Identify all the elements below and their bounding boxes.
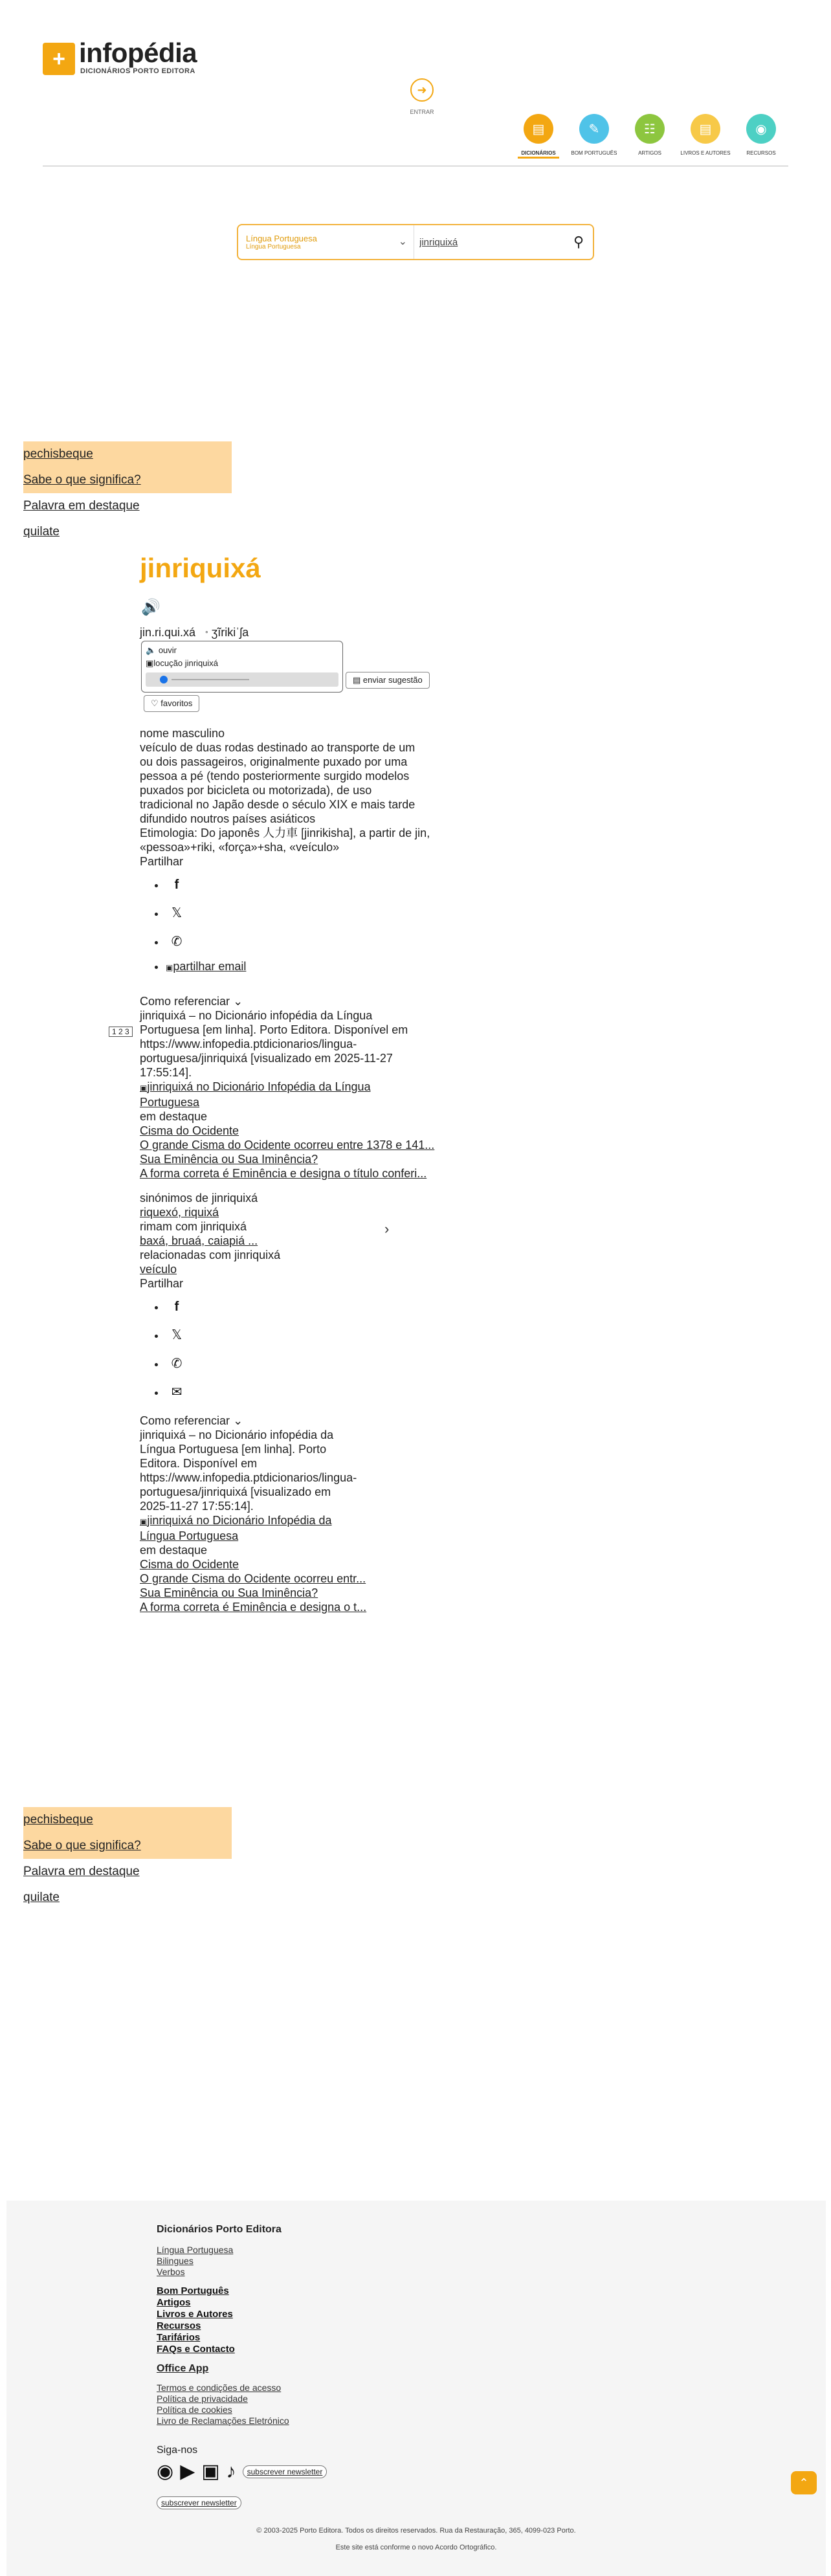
featured-link[interactable]: A forma correta é Eminência e designa o título conferi... <box>140 1167 427 1180</box>
language-select-label: Língua Portuguesa <box>246 234 317 243</box>
footer-legal-link[interactable]: Termos e condições de acesso <box>157 2382 282 2393</box>
featured-link[interactable]: A forma correta é Eminência e designa o t... <box>140 1601 367 1614</box>
pagination-mini[interactable]: 1 2 3 <box>109 1027 133 1037</box>
footer-links <box>157 2224 327 2509</box>
audio-player <box>141 641 343 693</box>
chevron-down-icon: ⌄ <box>398 236 407 247</box>
heart-icon: ♡ <box>151 698 159 708</box>
broken-image-icon: ▣ <box>140 1517 148 1526</box>
newsletter-button[interactable]: subscrever newsletter <box>157 2496 241 2509</box>
footer-link[interactable]: FAQs e Contacto <box>157 2344 235 2355</box>
related-label: relacionadas com jinriquixá <box>140 1249 281 1261</box>
chevron-down-icon: ⌄ <box>233 995 243 1008</box>
grammar-class: nome masculino <box>140 727 225 740</box>
sidebar-top <box>23 441 232 545</box>
sidebar-link-quilate[interactable]: quilate <box>23 525 60 539</box>
nav-livros-autores[interactable] <box>673 114 738 156</box>
facebook-icon[interactable]: f <box>166 1296 188 1318</box>
audio-label[interactable]: ouvir <box>158 645 177 655</box>
footer-link[interactable]: Bom Português <box>157 2285 229 2296</box>
x-icon[interactable]: 𝕏 <box>166 902 188 924</box>
send-suggestion-label: enviar sugestão <box>362 675 423 685</box>
broken-image-icon: ▣ <box>166 963 173 972</box>
broken-image-icon: ▣ <box>140 1083 148 1093</box>
audio-seek-bar[interactable] <box>146 672 338 687</box>
cite-label[interactable]: Como referenciar <box>140 995 230 1008</box>
tiktok-icon[interactable]: ♪ <box>226 2460 236 2482</box>
volume-icon: 🔈 <box>146 645 157 655</box>
share-email-link[interactable]: partilhar email <box>173 960 247 973</box>
sidebar-link-sabe-significa[interactable]: Sabe o que significa? <box>23 1839 141 1852</box>
broken-image-icon: ▣ <box>146 658 154 668</box>
audio-track <box>172 679 249 680</box>
footer-legal-link[interactable]: Política de privacidade <box>157 2393 248 2404</box>
featured-link[interactable]: Sua Eminência ou Sua Iminência? <box>140 1586 318 1599</box>
footer-link[interactable]: Recursos <box>157 2320 201 2331</box>
login-label[interactable]: ENTRAR <box>410 109 434 115</box>
cite-toggle[interactable] <box>140 1414 476 1428</box>
featured-list <box>140 1557 476 1614</box>
footer-office-app[interactable]: Office App <box>157 2363 209 2374</box>
nav-label: ARTIGOS <box>638 150 661 156</box>
globe-icon: ◉ <box>746 114 776 144</box>
rhymes-links[interactable]: baxá, bruaá, caiapiá ... <box>140 1234 258 1247</box>
pronunciation: jin.ri.qui.xá ° ʒĩrikiˈʃa <box>140 626 249 639</box>
share-list <box>140 874 476 988</box>
nav-recursos[interactable] <box>729 114 793 156</box>
sidebar-bottom <box>23 1807 232 1911</box>
search-icon[interactable]: ⚲ <box>573 234 584 250</box>
suggestion-icon: ▤ <box>353 675 361 685</box>
language-select-sublabel: Língua Portuguesa <box>246 243 301 250</box>
favorites-label: favoritos <box>161 698 193 708</box>
instagram-icon[interactable]: ▣ <box>201 2461 220 2482</box>
sidebar-link-palavra-destaque[interactable]: Palavra em destaque <box>23 499 140 513</box>
citation-image[interactable]: ▣jinriquixá no Dicionário Infopédia da Língua Portuguesa <box>140 1514 332 1542</box>
share-label: Partilhar <box>140 1277 184 1290</box>
footer-legal-link[interactable]: Política de cookies <box>157 2404 232 2415</box>
nav-active-indicator <box>518 157 559 159</box>
syllables: jin.ri.qui.xá <box>140 626 196 639</box>
share-list <box>140 1296 476 1410</box>
phonetic: ʒĩrikiˈʃa <box>211 626 249 639</box>
whatsapp-icon[interactable]: ✆ <box>166 931 188 953</box>
logo-icon[interactable]: + <box>43 43 75 75</box>
sidebar-link-quilate[interactable]: quilate <box>23 1891 60 1904</box>
youtube-icon[interactable]: ▶ <box>180 2461 195 2482</box>
entry-body <box>140 726 476 1614</box>
search-input[interactable] <box>414 237 564 248</box>
footer-legal-link[interactable]: Livro de Reclamações Eletrónico <box>157 2415 289 2426</box>
nav-label: RECURSOS <box>746 150 776 156</box>
footer-social <box>157 2460 327 2483</box>
email-icon[interactable]: ✉ <box>166 1381 188 1403</box>
citation-text: jinriquixá – no Dicionário infopédia da Língua Portuguesa [em linha]. Porto Editora. Disponível em https://www.infopedia.ptdicionarios/lingua- portuguesa/jinriquixá [visualizado em 2025-11-27 17:55:14]. <box>140 1009 408 1079</box>
footer-dicts-title: Dicionários Porto Editora <box>157 2224 282 2235</box>
nav-label: BOM PORTUGUÊS <box>571 150 617 156</box>
newsletter-button[interactable]: subscrever newsletter <box>243 2465 327 2478</box>
x-icon[interactable]: 𝕏 <box>166 1324 188 1346</box>
footer-link[interactable]: Tarifários <box>157 2332 201 2343</box>
books-icon: ▤ <box>691 114 720 144</box>
chevron-right-icon[interactable]: › <box>384 1221 390 1237</box>
featured-label: em destaque <box>140 1110 208 1123</box>
footer-link[interactable]: Livros e Autores <box>157 2309 233 2320</box>
synonyms-links[interactable]: riquexó, riquixá <box>140 1206 219 1219</box>
featured-link[interactable]: Sua Eminência ou Sua Iminência? <box>140 1153 318 1166</box>
rhymes-label: rimam com jinriquixá <box>140 1220 247 1233</box>
featured-link[interactable]: Cisma do Ocidente <box>140 1558 239 1571</box>
citation-text: jinriquixá – no Dicionário infopédia da Língua Portuguesa [em linha]. Porto Editora. Disponível em https://www.infopedia.ptdicionarios/lingua- portuguesa/jinriquixá [visualizado em 2025-11-27 17:55:14]. <box>140 1428 357 1513</box>
nav-label: LIVROS E AUTORES <box>680 150 731 156</box>
featured-link[interactable]: O grande Cisma do Ocidente ocorreu entr... <box>140 1572 366 1585</box>
cite-toggle[interactable] <box>140 994 476 1008</box>
sidebar-link-palavra-destaque[interactable]: Palavra em destaque <box>23 1865 140 1878</box>
logo-subtitle: DICIONÁRIOS PORTO EDITORA <box>80 67 195 75</box>
citation-image[interactable]: ▣jinriquixá no Dicionário Infopédia da Língua Portuguesa <box>140 1080 371 1109</box>
etymology: Etimologia: Do japonês 人力車 [jinrikisha], a partir de jin, «pessoa»+riki, «força»+sha, «veículo» <box>140 827 430 854</box>
nav-label: DICIONÁRIOS <box>521 150 556 156</box>
book-icon: ▤ <box>524 114 553 144</box>
footer-link[interactable]: Artigos <box>157 2297 191 2308</box>
sidebar-link-pechisbeque[interactable]: pechisbeque <box>23 447 93 461</box>
entry-title: jinriquixá <box>140 553 261 583</box>
footer <box>6 2201 826 2576</box>
send-suggestion-button[interactable] <box>346 672 430 689</box>
footer-agreement: Este site está conforme o novo Acordo Ortográfico. <box>335 2544 497 2551</box>
facebook-icon[interactable]: f <box>166 874 188 896</box>
synonyms-label: sinónimos de jinriquixá <box>140 1192 258 1205</box>
featured-link[interactable]: O grande Cisma do Ocidente ocorreu entre 1378 e 141... <box>140 1138 435 1151</box>
nav-artigos[interactable] <box>617 114 682 156</box>
featured-list <box>140 1124 476 1181</box>
document-icon: ☷ <box>635 114 665 144</box>
chevron-down-icon: ⌄ <box>233 1414 243 1427</box>
back-to-top-icon[interactable]: ⌃ <box>791 2471 817 2494</box>
related-link[interactable]: veículo <box>140 1263 177 1276</box>
featured-link[interactable]: Cisma do Ocidente <box>140 1124 239 1137</box>
login-icon[interactable]: ➜ <box>410 78 434 102</box>
facebook-icon[interactable]: ◉ <box>157 2461 174 2482</box>
featured-label: em destaque <box>140 1544 208 1557</box>
whatsapp-icon[interactable]: ✆ <box>166 1353 188 1375</box>
footer-link[interactable]: Bilingues <box>157 2256 194 2266</box>
audio-seek-handle[interactable] <box>160 676 168 683</box>
footer-follow: Siga-nos <box>157 2445 198 2456</box>
nav-bom-portugues[interactable] <box>562 114 626 156</box>
logo-text[interactable]: infopédia <box>79 38 197 68</box>
nav-dicionarios[interactable] <box>506 114 571 156</box>
footer-link[interactable]: Verbos <box>157 2267 185 2277</box>
favorites-button[interactable] <box>144 695 199 712</box>
language-select[interactable] <box>238 225 414 259</box>
footer-link[interactable]: Língua Portuguesa <box>157 2245 234 2255</box>
share-label: Partilhar <box>140 855 184 868</box>
sidebar-link-pechisbeque[interactable]: pechisbeque <box>23 1813 93 1827</box>
search-bar <box>237 224 594 260</box>
cite-label[interactable]: Como referenciar <box>140 1414 230 1427</box>
pen-icon: ✎ <box>579 114 609 144</box>
speaker-icon[interactable]: 🔊 <box>141 599 161 616</box>
audio-alt: locução jinriquixá <box>153 658 219 668</box>
sidebar-link-sabe-significa[interactable]: Sabe o que significa? <box>23 473 141 487</box>
definition: veículo de duas rodas destinado ao transporte de um ou dois passageiros, originalmente puxado por uma pessoa a pé (tendo posteriormente surgido modelos puxados por bicicleta ou motorizada), de uso tradicional no Japão desde o século XIX e mais tarde difundido noutros países asiáticos <box>140 741 416 825</box>
footer-copyright: © 2003-2025 Porto Editora. Todos os direitos reservados. Rua da Restauração, 365, 4099-023 Porto. <box>256 2527 576 2535</box>
